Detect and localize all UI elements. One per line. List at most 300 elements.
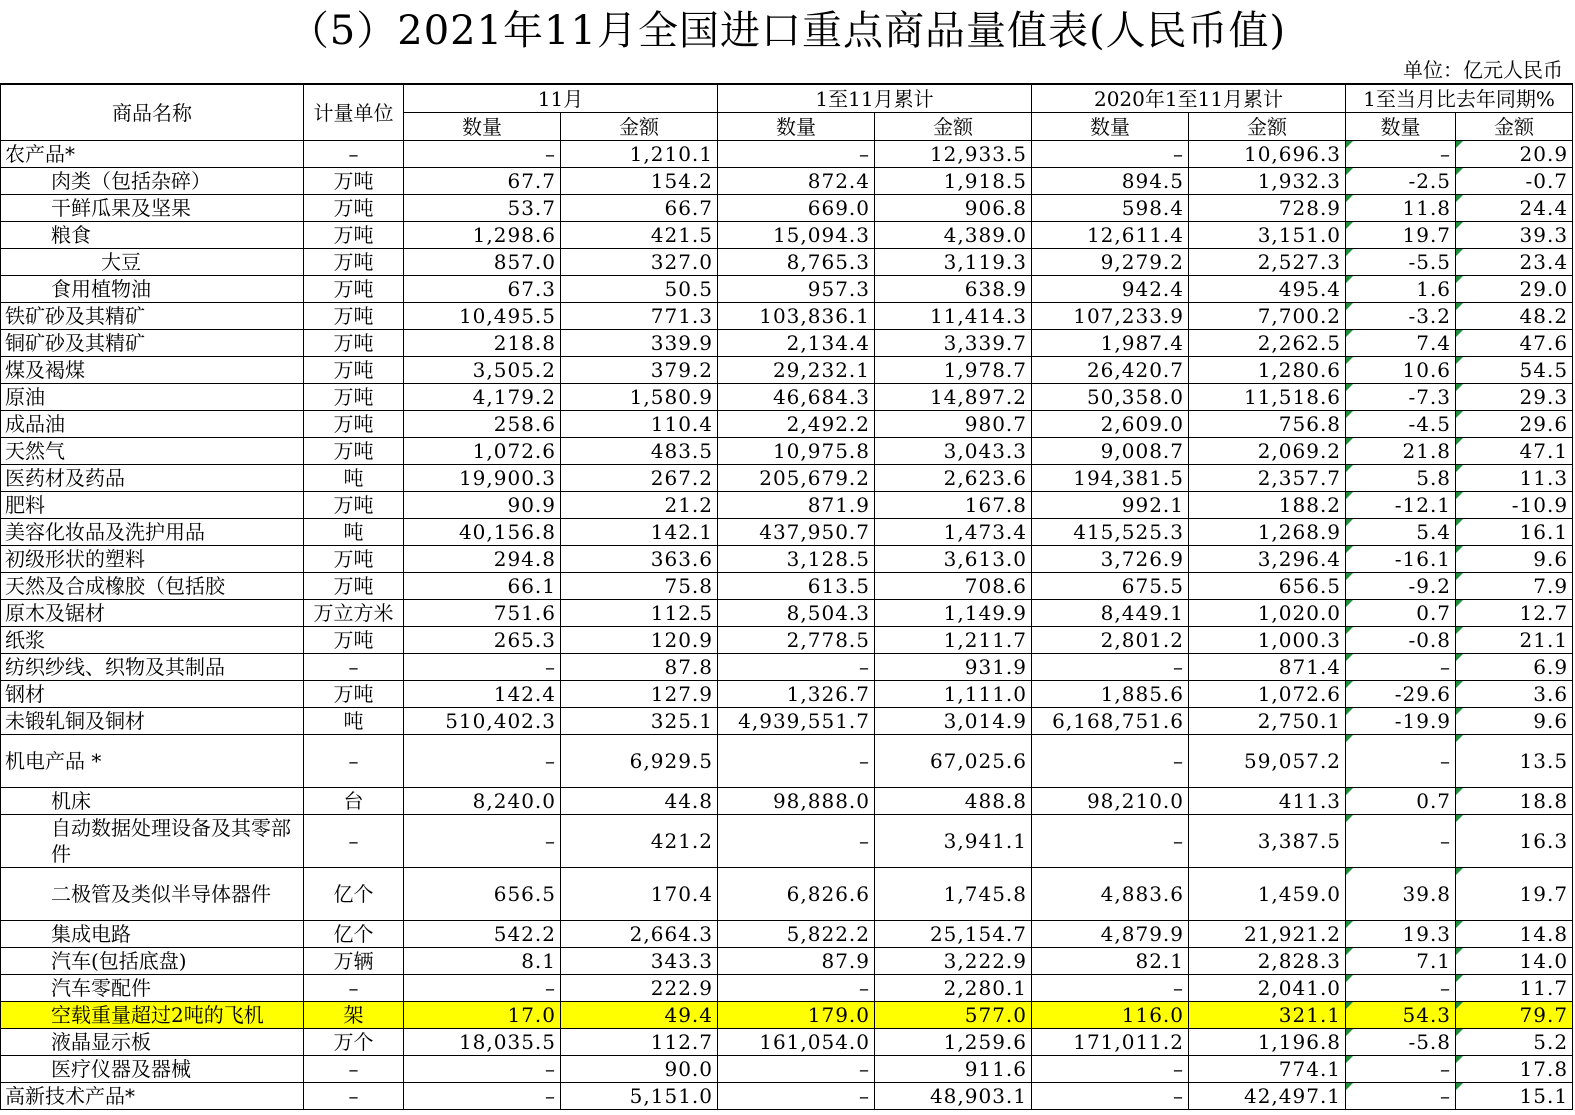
measure-unit: 万吨 bbox=[304, 627, 404, 654]
month-amount: 222.9 bbox=[561, 975, 718, 1002]
prev-ytd-amount: 1,000.3 bbox=[1189, 627, 1346, 654]
table-row bbox=[1, 249, 1573, 276]
table-row bbox=[1, 222, 1573, 249]
prev-ytd-qty: 4,879.9 bbox=[1032, 921, 1189, 948]
prev-ytd-qty: 9,008.7 bbox=[1032, 438, 1189, 465]
table-row bbox=[1, 627, 1573, 654]
ytd-amount: 1,259.6 bbox=[875, 1029, 1032, 1056]
yoy-qty-pct: -5.5 bbox=[1346, 249, 1456, 276]
yoy-amount-pct: 11.3 bbox=[1456, 465, 1573, 492]
month-amount: 87.8 bbox=[561, 654, 718, 681]
prev-ytd-qty: 12,611.4 bbox=[1032, 222, 1189, 249]
measure-unit: – bbox=[304, 141, 404, 168]
table-row bbox=[1, 975, 1573, 1002]
yoy-qty-pct: – bbox=[1346, 975, 1456, 1002]
month-amount: 771.3 bbox=[561, 303, 718, 330]
month-qty: – bbox=[404, 1056, 561, 1083]
prev-ytd-amount: 411.3 bbox=[1189, 788, 1346, 815]
measure-unit: – bbox=[304, 815, 404, 868]
ytd-amount: 980.7 bbox=[875, 411, 1032, 438]
table-row bbox=[1, 1056, 1573, 1083]
ytd-amount: 488.8 bbox=[875, 788, 1032, 815]
month-amount: 120.9 bbox=[561, 627, 718, 654]
yoy-qty-pct: – bbox=[1346, 815, 1456, 868]
header-group-prev-ytd: 2020年1至11月累计 bbox=[1032, 84, 1346, 113]
month-amount: 339.9 bbox=[561, 330, 718, 357]
ytd-qty: 179.0 bbox=[718, 1002, 875, 1029]
yoy-amount-pct: 11.7 bbox=[1456, 975, 1573, 1002]
month-qty: – bbox=[404, 975, 561, 1002]
month-qty: 10,495.5 bbox=[404, 303, 561, 330]
month-amount: 363.6 bbox=[561, 546, 718, 573]
measure-unit: 架 bbox=[304, 1002, 404, 1029]
yoy-amount-pct: -0.7 bbox=[1456, 168, 1573, 195]
month-qty: 656.5 bbox=[404, 868, 561, 921]
prev-ytd-qty: 8,449.1 bbox=[1032, 600, 1189, 627]
prev-ytd-amount: 1,280.6 bbox=[1189, 357, 1346, 384]
yoy-amount-pct: 29.6 bbox=[1456, 411, 1573, 438]
ytd-amount: 931.9 bbox=[875, 654, 1032, 681]
ytd-amount: 1,211.7 bbox=[875, 627, 1032, 654]
month-amount: 421.2 bbox=[561, 815, 718, 868]
prev-ytd-qty: 26,420.7 bbox=[1032, 357, 1189, 384]
commodity-name: 铁矿砂及其精矿 bbox=[1, 303, 304, 330]
table-row bbox=[1, 330, 1573, 357]
month-amount: 379.2 bbox=[561, 357, 718, 384]
commodity-name: 空载重量超过2吨的飞机 bbox=[1, 1002, 304, 1029]
prev-ytd-qty: 598.4 bbox=[1032, 195, 1189, 222]
prev-ytd-amount: 1,459.0 bbox=[1189, 868, 1346, 921]
yoy-amount-pct: 29.3 bbox=[1456, 384, 1573, 411]
table-row bbox=[1, 438, 1573, 465]
prev-ytd-amount: 21,921.2 bbox=[1189, 921, 1346, 948]
prev-ytd-amount: 11,518.6 bbox=[1189, 384, 1346, 411]
month-qty: 265.3 bbox=[404, 627, 561, 654]
prev-ytd-amount: 7,700.2 bbox=[1189, 303, 1346, 330]
measure-unit: 万吨 bbox=[304, 168, 404, 195]
prev-ytd-amount: 2,041.0 bbox=[1189, 975, 1346, 1002]
yoy-qty-pct: – bbox=[1346, 1056, 1456, 1083]
ytd-qty: 87.9 bbox=[718, 948, 875, 975]
prev-ytd-amount: 1,196.8 bbox=[1189, 1029, 1346, 1056]
table-row bbox=[1, 788, 1573, 815]
ytd-amount: 3,941.1 bbox=[875, 815, 1032, 868]
commodity-name: 食用植物油 bbox=[1, 276, 304, 303]
table-row bbox=[1, 384, 1573, 411]
ytd-qty: 10,975.8 bbox=[718, 438, 875, 465]
measure-unit: 万吨 bbox=[304, 384, 404, 411]
ytd-qty: 3,128.5 bbox=[718, 546, 875, 573]
month-qty: 17.0 bbox=[404, 1002, 561, 1029]
commodity-name: 机床 bbox=[1, 788, 304, 815]
table-row bbox=[1, 195, 1573, 222]
prev-ytd-amount: 188.2 bbox=[1189, 492, 1346, 519]
prev-ytd-qty: 2,801.2 bbox=[1032, 627, 1189, 654]
yoy-qty-pct: 0.7 bbox=[1346, 600, 1456, 627]
prev-ytd-amount: 321.1 bbox=[1189, 1002, 1346, 1029]
ytd-amount: 1,111.0 bbox=[875, 681, 1032, 708]
measure-unit: 万个 bbox=[304, 1029, 404, 1056]
header-unit: 计量单位 bbox=[304, 84, 404, 141]
commodity-name: 医疗仪器及器械 bbox=[1, 1056, 304, 1083]
ytd-amount: 1,745.8 bbox=[875, 868, 1032, 921]
ytd-qty: 6,826.6 bbox=[718, 868, 875, 921]
prev-ytd-qty: 1,987.4 bbox=[1032, 330, 1189, 357]
table-body bbox=[1, 141, 1573, 1110]
ytd-qty: 29,232.1 bbox=[718, 357, 875, 384]
commodity-name: 成品油 bbox=[1, 411, 304, 438]
commodity-name: 纸浆 bbox=[1, 627, 304, 654]
month-qty: 90.9 bbox=[404, 492, 561, 519]
ytd-qty: 871.9 bbox=[718, 492, 875, 519]
month-amount: 112.5 bbox=[561, 600, 718, 627]
table-row bbox=[1, 735, 1573, 788]
table-row bbox=[1, 815, 1573, 868]
prev-ytd-qty: 98,210.0 bbox=[1032, 788, 1189, 815]
month-qty: 3,505.2 bbox=[404, 357, 561, 384]
yoy-amount-pct: 9.6 bbox=[1456, 546, 1573, 573]
yoy-amount-pct: 20.9 bbox=[1456, 141, 1573, 168]
ytd-amount: 3,613.0 bbox=[875, 546, 1032, 573]
header-group-yoy: 1至当月比去年同期% bbox=[1346, 84, 1573, 113]
measure-unit: 万吨 bbox=[304, 681, 404, 708]
yoy-qty-pct: -19.9 bbox=[1346, 708, 1456, 735]
measure-unit: 台 bbox=[304, 788, 404, 815]
table-row bbox=[1, 303, 1573, 330]
prev-ytd-qty: – bbox=[1032, 141, 1189, 168]
unit-note: 单位：亿元人民币 bbox=[1403, 58, 1563, 82]
prev-ytd-qty: – bbox=[1032, 1056, 1189, 1083]
ytd-amount: 12,933.5 bbox=[875, 141, 1032, 168]
month-amount: 5,151.0 bbox=[561, 1083, 718, 1110]
ytd-amount: 1,918.5 bbox=[875, 168, 1032, 195]
yoy-amount-pct: 29.0 bbox=[1456, 276, 1573, 303]
month-qty: – bbox=[404, 141, 561, 168]
measure-unit: – bbox=[304, 735, 404, 788]
month-qty: 18,035.5 bbox=[404, 1029, 561, 1056]
yoy-qty-pct: – bbox=[1346, 141, 1456, 168]
month-qty: – bbox=[404, 735, 561, 788]
ytd-qty: 161,054.0 bbox=[718, 1029, 875, 1056]
ytd-amount: 14,897.2 bbox=[875, 384, 1032, 411]
ytd-qty: 437,950.7 bbox=[718, 519, 875, 546]
commodity-name: 肉类（包括杂碎） bbox=[1, 168, 304, 195]
measure-unit: 万吨 bbox=[304, 411, 404, 438]
month-qty: 142.4 bbox=[404, 681, 561, 708]
ytd-amount: 4,389.0 bbox=[875, 222, 1032, 249]
month-qty: 19,900.3 bbox=[404, 465, 561, 492]
prev-ytd-amount: 495.4 bbox=[1189, 276, 1346, 303]
prev-ytd-qty: 171,011.2 bbox=[1032, 1029, 1189, 1056]
measure-unit: 万吨 bbox=[304, 303, 404, 330]
yoy-qty-pct: 7.4 bbox=[1346, 330, 1456, 357]
ytd-qty: – bbox=[718, 815, 875, 868]
measure-unit: 万吨 bbox=[304, 222, 404, 249]
prev-ytd-amount: 871.4 bbox=[1189, 654, 1346, 681]
yoy-qty-pct: -7.3 bbox=[1346, 384, 1456, 411]
ytd-qty: 4,939,551.7 bbox=[718, 708, 875, 735]
yoy-amount-pct: 7.9 bbox=[1456, 573, 1573, 600]
measure-unit: 万吨 bbox=[304, 492, 404, 519]
prev-ytd-qty: 992.1 bbox=[1032, 492, 1189, 519]
commodity-name: 农产品* bbox=[1, 141, 304, 168]
yoy-amount-pct: 24.4 bbox=[1456, 195, 1573, 222]
month-amount: 343.3 bbox=[561, 948, 718, 975]
month-qty: 542.2 bbox=[404, 921, 561, 948]
table-row bbox=[1, 519, 1573, 546]
header-amount: 金额 bbox=[561, 113, 718, 141]
yoy-qty-pct: 10.6 bbox=[1346, 357, 1456, 384]
yoy-qty-pct: -29.6 bbox=[1346, 681, 1456, 708]
import-commodities-table bbox=[0, 83, 1573, 1110]
prev-ytd-qty: – bbox=[1032, 654, 1189, 681]
month-qty: 1,298.6 bbox=[404, 222, 561, 249]
header-qty: 数量 bbox=[404, 113, 561, 141]
measure-unit: – bbox=[304, 1083, 404, 1110]
ytd-qty: 613.5 bbox=[718, 573, 875, 600]
yoy-amount-pct: -10.9 bbox=[1456, 492, 1573, 519]
prev-ytd-amount: 3,296.4 bbox=[1189, 546, 1346, 573]
commodity-name: 集成电路 bbox=[1, 921, 304, 948]
month-amount: 66.7 bbox=[561, 195, 718, 222]
commodity-name: 初级形状的塑料 bbox=[1, 546, 304, 573]
yoy-qty-pct: -5.8 bbox=[1346, 1029, 1456, 1056]
commodity-name: 未锻轧铜及铜材 bbox=[1, 708, 304, 735]
ytd-qty: 872.4 bbox=[718, 168, 875, 195]
ytd-qty: – bbox=[718, 1056, 875, 1083]
table-row bbox=[1, 411, 1573, 438]
header-name: 商品名称 bbox=[1, 84, 304, 141]
yoy-amount-pct: 54.5 bbox=[1456, 357, 1573, 384]
yoy-qty-pct: -4.5 bbox=[1346, 411, 1456, 438]
ytd-amount: 3,222.9 bbox=[875, 948, 1032, 975]
commodity-name: 肥料 bbox=[1, 492, 304, 519]
prev-ytd-qty: 9,279.2 bbox=[1032, 249, 1189, 276]
yoy-amount-pct: 48.2 bbox=[1456, 303, 1573, 330]
prev-ytd-amount: 774.1 bbox=[1189, 1056, 1346, 1083]
header-amount: 金额 bbox=[1456, 113, 1573, 141]
ytd-qty: 2,134.4 bbox=[718, 330, 875, 357]
month-qty: 751.6 bbox=[404, 600, 561, 627]
month-amount: 170.4 bbox=[561, 868, 718, 921]
commodity-name: 纺织纱线、织物及其制品 bbox=[1, 654, 304, 681]
table-row bbox=[1, 948, 1573, 975]
prev-ytd-qty: 116.0 bbox=[1032, 1002, 1189, 1029]
month-amount: 90.0 bbox=[561, 1056, 718, 1083]
yoy-qty-pct: -9.2 bbox=[1346, 573, 1456, 600]
ytd-amount: 2,623.6 bbox=[875, 465, 1032, 492]
month-qty: 258.6 bbox=[404, 411, 561, 438]
prev-ytd-qty: 50,358.0 bbox=[1032, 384, 1189, 411]
yoy-amount-pct: 3.6 bbox=[1456, 681, 1573, 708]
commodity-name: 煤及褐煤 bbox=[1, 357, 304, 384]
prev-ytd-amount: 728.9 bbox=[1189, 195, 1346, 222]
month-amount: 2,664.3 bbox=[561, 921, 718, 948]
commodity-name: 天然气 bbox=[1, 438, 304, 465]
month-amount: 50.5 bbox=[561, 276, 718, 303]
prev-ytd-qty: 415,525.3 bbox=[1032, 519, 1189, 546]
commodity-name: 汽车(包括底盘) bbox=[1, 948, 304, 975]
month-amount: 421.5 bbox=[561, 222, 718, 249]
ytd-qty: 5,822.2 bbox=[718, 921, 875, 948]
yoy-amount-pct: 12.7 bbox=[1456, 600, 1573, 627]
ytd-qty: 669.0 bbox=[718, 195, 875, 222]
ytd-amount: 911.6 bbox=[875, 1056, 1032, 1083]
commodity-name: 钢材 bbox=[1, 681, 304, 708]
yoy-amount-pct: 9.6 bbox=[1456, 708, 1573, 735]
yoy-amount-pct: 47.6 bbox=[1456, 330, 1573, 357]
ytd-amount: 167.8 bbox=[875, 492, 1032, 519]
measure-unit: – bbox=[304, 654, 404, 681]
month-amount: 267.2 bbox=[561, 465, 718, 492]
commodity-name: 干鲜瓜果及坚果 bbox=[1, 195, 304, 222]
table-row bbox=[1, 465, 1573, 492]
ytd-qty: 15,094.3 bbox=[718, 222, 875, 249]
measure-unit: 万辆 bbox=[304, 948, 404, 975]
month-qty: – bbox=[404, 654, 561, 681]
yoy-amount-pct: 17.8 bbox=[1456, 1056, 1573, 1083]
month-qty: 857.0 bbox=[404, 249, 561, 276]
prev-ytd-qty: 3,726.9 bbox=[1032, 546, 1189, 573]
prev-ytd-qty: 194,381.5 bbox=[1032, 465, 1189, 492]
ytd-amount: 708.6 bbox=[875, 573, 1032, 600]
prev-ytd-amount: 1,932.3 bbox=[1189, 168, 1346, 195]
ytd-amount: 48,903.1 bbox=[875, 1083, 1032, 1110]
table-row bbox=[1, 492, 1573, 519]
measure-unit: 吨 bbox=[304, 708, 404, 735]
yoy-qty-pct: -0.8 bbox=[1346, 627, 1456, 654]
measure-unit: 万吨 bbox=[304, 249, 404, 276]
month-qty: 67.7 bbox=[404, 168, 561, 195]
month-amount: 1,210.1 bbox=[561, 141, 718, 168]
table-row bbox=[1, 708, 1573, 735]
ytd-amount: 3,119.3 bbox=[875, 249, 1032, 276]
commodity-name: 机电产品 * bbox=[1, 735, 304, 788]
prev-ytd-amount: 656.5 bbox=[1189, 573, 1346, 600]
yoy-qty-pct: 54.3 bbox=[1346, 1002, 1456, 1029]
month-qty: 8.1 bbox=[404, 948, 561, 975]
month-amount: 21.2 bbox=[561, 492, 718, 519]
measure-unit: 万立方米 bbox=[304, 600, 404, 627]
commodity-name: 医药材及药品 bbox=[1, 465, 304, 492]
month-qty: 510,402.3 bbox=[404, 708, 561, 735]
month-qty: 40,156.8 bbox=[404, 519, 561, 546]
header-group-month: 11月 bbox=[404, 84, 718, 113]
prev-ytd-amount: 2,069.2 bbox=[1189, 438, 1346, 465]
ytd-qty: 2,492.2 bbox=[718, 411, 875, 438]
prev-ytd-qty: 4,883.6 bbox=[1032, 868, 1189, 921]
yoy-qty-pct: – bbox=[1346, 654, 1456, 681]
table-row bbox=[1, 546, 1573, 573]
month-amount: 44.8 bbox=[561, 788, 718, 815]
month-amount: 127.9 bbox=[561, 681, 718, 708]
yoy-amount-pct: 14.0 bbox=[1456, 948, 1573, 975]
month-amount: 110.4 bbox=[561, 411, 718, 438]
month-amount: 154.2 bbox=[561, 168, 718, 195]
yoy-qty-pct: 11.8 bbox=[1346, 195, 1456, 222]
ytd-qty: 8,504.3 bbox=[718, 600, 875, 627]
month-amount: 1,580.9 bbox=[561, 384, 718, 411]
month-amount: 49.4 bbox=[561, 1002, 718, 1029]
month-amount: 325.1 bbox=[561, 708, 718, 735]
yoy-amount-pct: 15.1 bbox=[1456, 1083, 1573, 1110]
measure-unit: 万吨 bbox=[304, 195, 404, 222]
header-qty: 数量 bbox=[1346, 113, 1456, 141]
header-qty: 数量 bbox=[1032, 113, 1189, 141]
measure-unit: 万吨 bbox=[304, 573, 404, 600]
prev-ytd-amount: 1,020.0 bbox=[1189, 600, 1346, 627]
commodity-name: 美容化妆品及洗护用品 bbox=[1, 519, 304, 546]
month-qty: 1,072.6 bbox=[404, 438, 561, 465]
month-qty: 294.8 bbox=[404, 546, 561, 573]
prev-ytd-qty: 1,885.6 bbox=[1032, 681, 1189, 708]
ytd-amount: 1,473.4 bbox=[875, 519, 1032, 546]
yoy-amount-pct: 16.3 bbox=[1456, 815, 1573, 868]
measure-unit: 万吨 bbox=[304, 330, 404, 357]
ytd-qty: 103,836.1 bbox=[718, 303, 875, 330]
prev-ytd-amount: 42,497.1 bbox=[1189, 1083, 1346, 1110]
yoy-amount-pct: 47.1 bbox=[1456, 438, 1573, 465]
table-row bbox=[1, 141, 1573, 168]
prev-ytd-qty: – bbox=[1032, 975, 1189, 1002]
yoy-qty-pct: -12.1 bbox=[1346, 492, 1456, 519]
table-row bbox=[1, 1002, 1573, 1029]
commodity-name: 汽车零配件 bbox=[1, 975, 304, 1002]
ytd-amount: 1,149.9 bbox=[875, 600, 1032, 627]
month-amount: 112.7 bbox=[561, 1029, 718, 1056]
ytd-amount: 3,043.3 bbox=[875, 438, 1032, 465]
ytd-qty: – bbox=[718, 735, 875, 788]
ytd-amount: 11,414.3 bbox=[875, 303, 1032, 330]
ytd-qty: 1,326.7 bbox=[718, 681, 875, 708]
yoy-amount-pct: 18.8 bbox=[1456, 788, 1573, 815]
prev-ytd-amount: 10,696.3 bbox=[1189, 141, 1346, 168]
yoy-qty-pct: 5.8 bbox=[1346, 465, 1456, 492]
measure-unit: 亿个 bbox=[304, 868, 404, 921]
ytd-qty: 8,765.3 bbox=[718, 249, 875, 276]
yoy-amount-pct: 79.7 bbox=[1456, 1002, 1573, 1029]
prev-ytd-qty: – bbox=[1032, 815, 1189, 868]
header-group-ytd: 1至11月累计 bbox=[718, 84, 1032, 113]
ytd-qty: – bbox=[718, 975, 875, 1002]
prev-ytd-amount: 756.8 bbox=[1189, 411, 1346, 438]
ytd-qty: – bbox=[718, 1083, 875, 1110]
month-amount: 75.8 bbox=[561, 573, 718, 600]
month-qty: 66.1 bbox=[404, 573, 561, 600]
yoy-qty-pct: – bbox=[1346, 1083, 1456, 1110]
month-qty: – bbox=[404, 1083, 561, 1110]
prev-ytd-amount: 2,527.3 bbox=[1189, 249, 1346, 276]
measure-unit: 万吨 bbox=[304, 276, 404, 303]
measure-unit: 亿个 bbox=[304, 921, 404, 948]
month-qty: – bbox=[404, 815, 561, 868]
month-amount: 483.5 bbox=[561, 438, 718, 465]
ytd-amount: 577.0 bbox=[875, 1002, 1032, 1029]
header-amount: 金额 bbox=[1189, 113, 1346, 141]
table-row bbox=[1, 921, 1573, 948]
prev-ytd-qty: 894.5 bbox=[1032, 168, 1189, 195]
prev-ytd-amount: 3,151.0 bbox=[1189, 222, 1346, 249]
prev-ytd-amount: 2,750.1 bbox=[1189, 708, 1346, 735]
measure-unit: 万吨 bbox=[304, 357, 404, 384]
yoy-qty-pct: 1.6 bbox=[1346, 276, 1456, 303]
prev-ytd-amount: 1,072.6 bbox=[1189, 681, 1346, 708]
ytd-amount: 906.8 bbox=[875, 195, 1032, 222]
table-row bbox=[1, 600, 1573, 627]
yoy-qty-pct: 19.3 bbox=[1346, 921, 1456, 948]
prev-ytd-amount: 2,262.5 bbox=[1189, 330, 1346, 357]
prev-ytd-amount: 1,268.9 bbox=[1189, 519, 1346, 546]
